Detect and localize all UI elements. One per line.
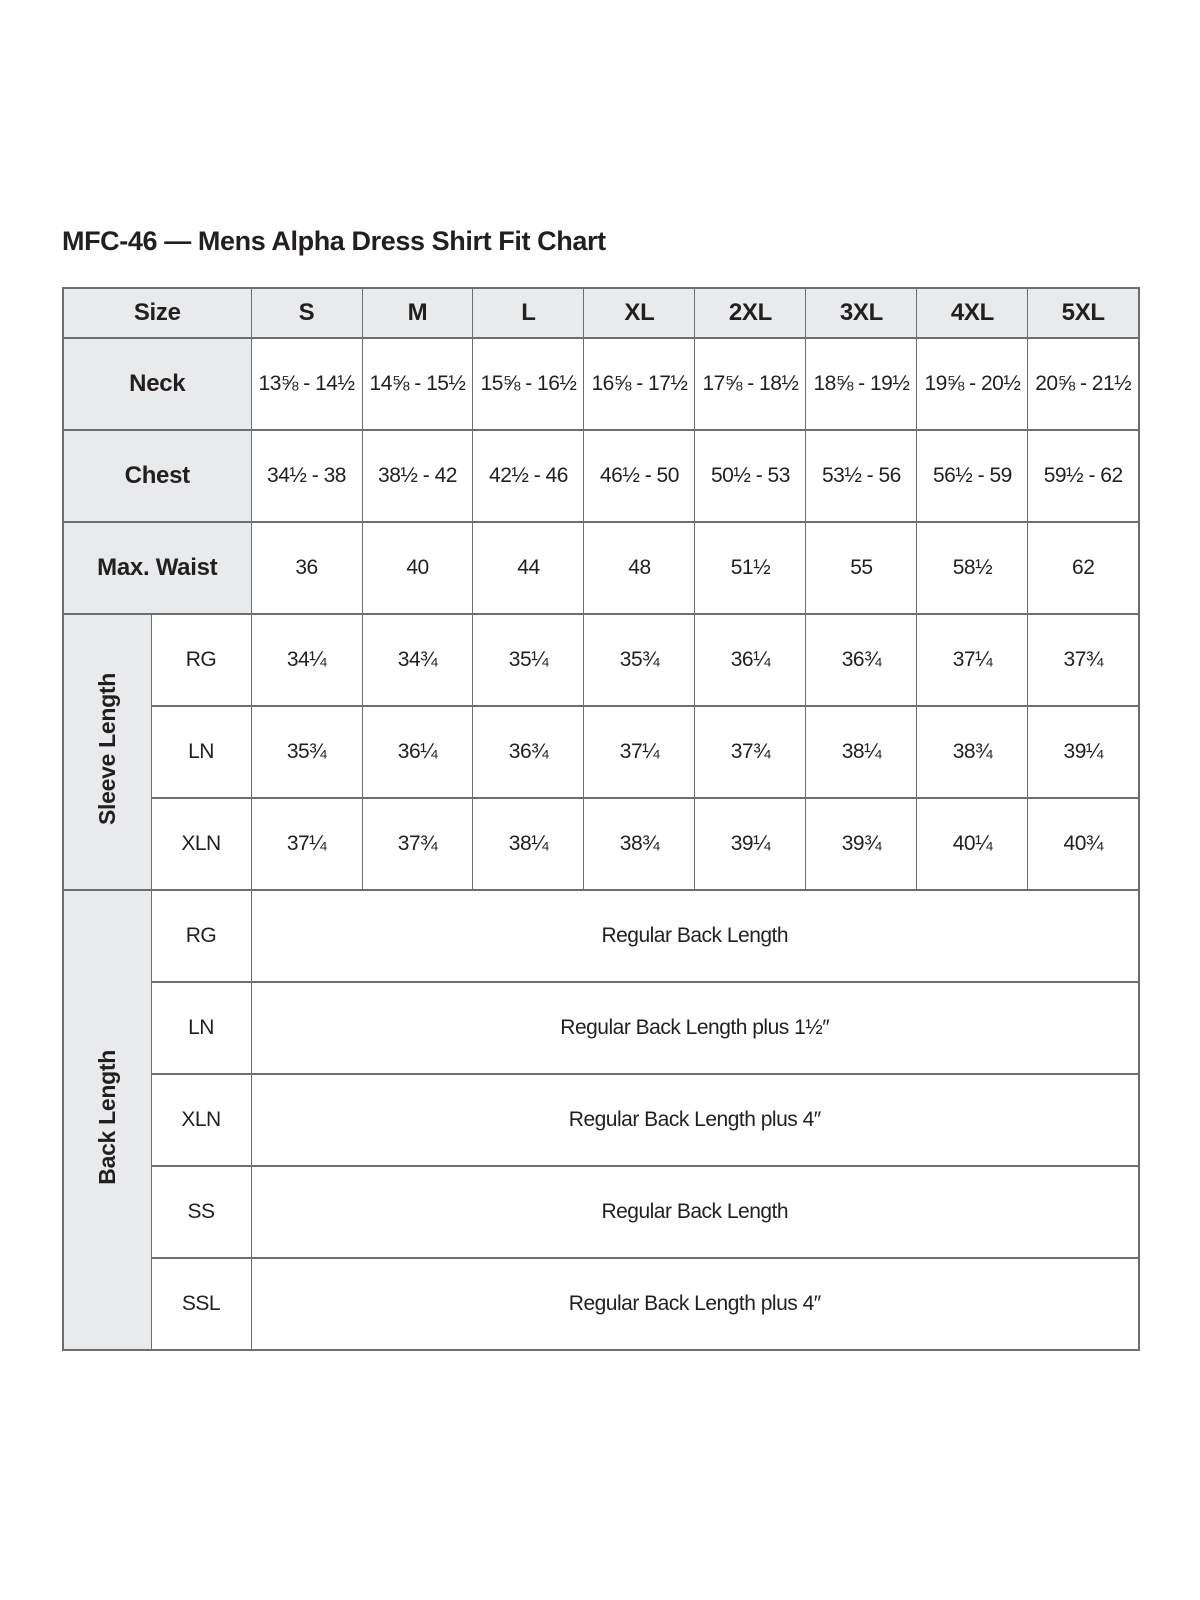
max-waist-value: 44: [473, 522, 584, 614]
page-title: MFC-46 — Mens Alpha Dress Shirt Fit Chart: [62, 226, 606, 256]
sleeve-xln-value: 39¼: [695, 798, 806, 890]
sleeve-rg-row: [63, 614, 1139, 706]
sleeve-xln-value: 38¾: [584, 798, 695, 890]
sleeve-rg-value: 35¼: [473, 614, 584, 706]
max-waist-value: 40: [362, 522, 473, 614]
sleeve-ln-value: 36¼: [362, 706, 473, 798]
max-waist-row: [63, 522, 1139, 614]
back-ln-code: LN: [151, 982, 251, 1074]
max-waist-value: 55: [806, 522, 917, 614]
chest-value: 38½ - 42: [362, 430, 473, 522]
chest-row: [63, 430, 1139, 522]
sleeve-rg-value: 34¼: [251, 614, 362, 706]
fit-chart-table: [62, 287, 1140, 1351]
sleeve-rg-value: 35¾: [584, 614, 695, 706]
sleeve-rg-value: 36¼: [695, 614, 806, 706]
sleeve-xln-value: 38¼: [473, 798, 584, 890]
neck-value: 19⅝ - 20½: [917, 338, 1028, 430]
max-waist-value: 51½: [695, 522, 806, 614]
back-rg-code: RG: [151, 890, 251, 982]
chest-value: 56½ - 59: [917, 430, 1028, 522]
sleeve-ln-value: 35¾: [251, 706, 362, 798]
sleeve-xln-value: 37¼: [251, 798, 362, 890]
back-ss-row: [63, 1166, 1139, 1258]
back-ss-value: Regular Back Length: [251, 1166, 1139, 1258]
size-header-5xl: 5XL: [1028, 288, 1139, 338]
neck-row: [63, 338, 1139, 430]
chest-value: 42½ - 46: [473, 430, 584, 522]
back-xln-value: Regular Back Length plus 4″: [251, 1074, 1139, 1166]
sleeve-ln-code: LN: [151, 706, 251, 798]
sleeve-xln-value: 39¾: [806, 798, 917, 890]
size-header-3xl: 3XL: [806, 288, 917, 338]
sleeve-xln-code: XLN: [151, 798, 251, 890]
back-length-vertical-label: Back Length: [93, 1050, 120, 1185]
back-xln-code: XLN: [151, 1074, 251, 1166]
sleeve-length-vertical-label: Sleeve Length: [93, 673, 120, 826]
back-rg-row: [63, 890, 1139, 982]
back-ss-code: SS: [151, 1166, 251, 1258]
sleeve-xln-value: 37¾: [362, 798, 473, 890]
sleeve-ln-value: 37¼: [584, 706, 695, 798]
sleeve-ln-value: 37¾: [695, 706, 806, 798]
size-header-m: M: [362, 288, 473, 338]
sleeve-ln-value: 39¼: [1028, 706, 1139, 798]
neck-value: 15⅝ - 16½: [473, 338, 584, 430]
sleeve-rg-value: 36¾: [806, 614, 917, 706]
size-col-header: Size: [63, 288, 251, 338]
back-ln-row: [63, 982, 1139, 1074]
size-header-xl: XL: [584, 288, 695, 338]
sleeve-ln-value: 38¼: [806, 706, 917, 798]
neck-row-label: Neck: [63, 338, 251, 430]
back-ssl-row: [63, 1258, 1139, 1350]
chest-value: 34½ - 38: [251, 430, 362, 522]
neck-value: 13⅝ - 14½: [251, 338, 362, 430]
size-header-l: L: [473, 288, 584, 338]
max-waist-value: 62: [1028, 522, 1139, 614]
size-header-2xl: 2XL: [695, 288, 806, 338]
size-header-row: [63, 288, 1139, 338]
sleeve-rg-value: 37¾: [1028, 614, 1139, 706]
back-ssl-value: Regular Back Length plus 4″: [251, 1258, 1139, 1350]
sleeve-xln-row: [63, 798, 1139, 890]
neck-value: 20⅝ - 21½: [1028, 338, 1139, 430]
sleeve-ln-row: [63, 706, 1139, 798]
max-waist-value: 48: [584, 522, 695, 614]
sleeve-xln-value: 40¼: [917, 798, 1028, 890]
sleeve-rg-value: 34¾: [362, 614, 473, 706]
back-length-group-label: [63, 890, 151, 1350]
size-header-s: S: [251, 288, 362, 338]
neck-value: 17⅝ - 18½: [695, 338, 806, 430]
back-xln-row: [63, 1074, 1139, 1166]
max-waist-row-label: Max. Waist: [63, 522, 251, 614]
max-waist-value: 58½: [917, 522, 1028, 614]
chest-value: 46½ - 50: [584, 430, 695, 522]
size-header-4xl: 4XL: [917, 288, 1028, 338]
back-rg-value: Regular Back Length: [251, 890, 1139, 982]
sleeve-length-group-label: [63, 614, 151, 890]
chest-value: 53½ - 56: [806, 430, 917, 522]
back-ln-value: Regular Back Length plus 1½″: [251, 982, 1139, 1074]
sleeve-rg-code: RG: [151, 614, 251, 706]
sleeve-rg-value: 37¼: [917, 614, 1028, 706]
chest-row-label: Chest: [63, 430, 251, 522]
neck-value: 14⅝ - 15½: [362, 338, 473, 430]
max-waist-value: 36: [251, 522, 362, 614]
chest-value: 59½ - 62: [1028, 430, 1139, 522]
neck-value: 16⅝ - 17½: [584, 338, 695, 430]
chest-value: 50½ - 53: [695, 430, 806, 522]
sleeve-xln-value: 40¾: [1028, 798, 1139, 890]
back-ssl-code: SSL: [151, 1258, 251, 1350]
neck-value: 18⅝ - 19½: [806, 338, 917, 430]
sleeve-ln-value: 38¾: [917, 706, 1028, 798]
sleeve-ln-value: 36¾: [473, 706, 584, 798]
